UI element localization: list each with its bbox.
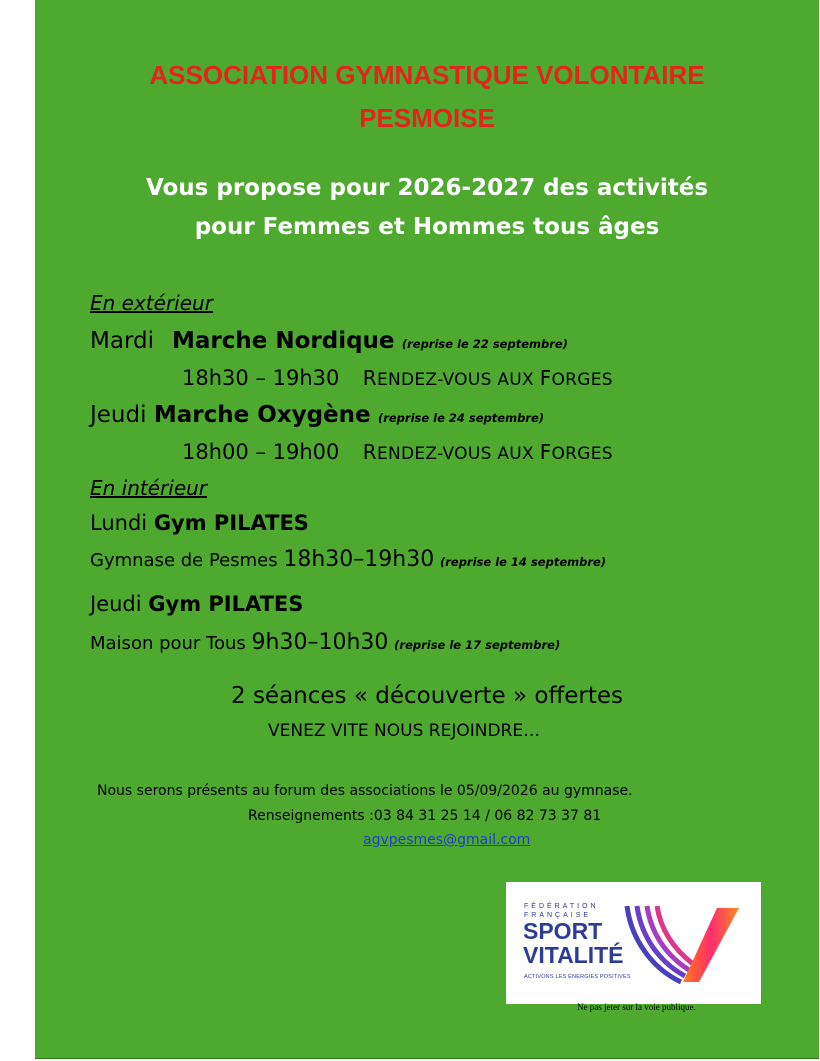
indoor-item-1-day: Lundi bbox=[90, 511, 148, 535]
indoor-item-1-location: Gymnase de Pesmes bbox=[90, 550, 278, 571]
indoor-item-2-day: Jeudi bbox=[90, 592, 142, 616]
offer-line: 2 séances « découverte » offertes bbox=[231, 683, 624, 709]
association-title-line2: PESMOISE bbox=[359, 103, 495, 133]
logo-tagline: ACTIVONS LES ÉNERGIES POSITIVES bbox=[524, 974, 631, 980]
outdoor-item-1-place: RENDEZ-VOUS AUX FORGES bbox=[362, 366, 613, 390]
indoor-item-2-details bbox=[90, 630, 560, 655]
join-line: VENEZ VITE NOUS REJOINDRE… bbox=[268, 721, 541, 741]
indoor-item-1 bbox=[90, 511, 309, 535]
outdoor-item-1-activity: Marche Nordique bbox=[171, 328, 395, 354]
sport-vitalite-logo bbox=[506, 882, 761, 1004]
outdoor-item-1-day: Mardi bbox=[90, 328, 154, 354]
logo-sport-word: SPORT bbox=[523, 918, 603, 944]
outdoor-item-2-time: 18h00 – 19h00 bbox=[182, 440, 340, 464]
indoor-item-1-details bbox=[90, 547, 606, 572]
email-link[interactable]: agvpesmes@gmail.com bbox=[363, 832, 531, 848]
outdoor-item-1-time: 18h30 – 19h30 bbox=[182, 366, 340, 390]
indoor-item-1-note: (reprise le 14 septembre) bbox=[439, 555, 607, 569]
indoor-item-2-location: Maison pour Tous bbox=[90, 633, 246, 654]
outdoor-item-2-schedule bbox=[182, 440, 613, 464]
indoor-item-1-activity: Gym PILATES bbox=[153, 511, 309, 535]
indoor-item-2-activity: Gym PILATES bbox=[148, 592, 304, 616]
intro-line2: pour Femmes et Hommes tous âges bbox=[194, 214, 660, 240]
outdoor-heading: En extérieur bbox=[90, 291, 213, 315]
disclaimer-text: Ne pas jeter sur la voie publique. bbox=[577, 1002, 696, 1012]
outdoor-item-2-day: Jeudi bbox=[90, 402, 147, 428]
sport-vitalite-swoosh-icon bbox=[621, 898, 746, 988]
indoor-item-2 bbox=[90, 592, 303, 616]
outdoor-item-2-place: RENDEZ-VOUS AUX FORGES bbox=[362, 440, 613, 464]
indoor-item-2-time: 9h30–10h30 bbox=[251, 630, 389, 655]
outdoor-item-2 bbox=[90, 402, 544, 428]
outdoor-item-1-note: (reprise le 22 septembre) bbox=[401, 337, 568, 351]
intro-line1: Vous propose pour 2026-2027 des activités bbox=[145, 175, 709, 201]
indoor-item-1-time: 18h30–19h30 bbox=[283, 547, 435, 572]
logo-federation-text: FÉDÉRATION FRANÇAISE bbox=[524, 903, 599, 919]
indoor-heading: En intérieur bbox=[90, 476, 208, 500]
forum-info: Nous serons présents au forum des associations le 05/09/2026 au gymnase. bbox=[97, 783, 633, 799]
flyer-sheet bbox=[35, 0, 819, 1059]
outdoor-item-2-activity: Marche Oxygène bbox=[153, 402, 371, 428]
logo-vitalite-word: VITALITÉ bbox=[523, 942, 624, 968]
association-title-line1: ASSOCIATION GYMNASTIQUE VOLONTAIRE bbox=[149, 60, 705, 90]
indoor-item-2-note: (reprise le 17 septembre) bbox=[394, 638, 561, 652]
outdoor-item-1-schedule bbox=[182, 366, 613, 390]
outdoor-item-2-note: (reprise le 24 septembre) bbox=[377, 411, 545, 425]
outdoor-item-1 bbox=[90, 328, 568, 354]
contact-info: Renseignements :03 84 31 25 14 / 06 82 73 37 81 bbox=[248, 808, 602, 824]
